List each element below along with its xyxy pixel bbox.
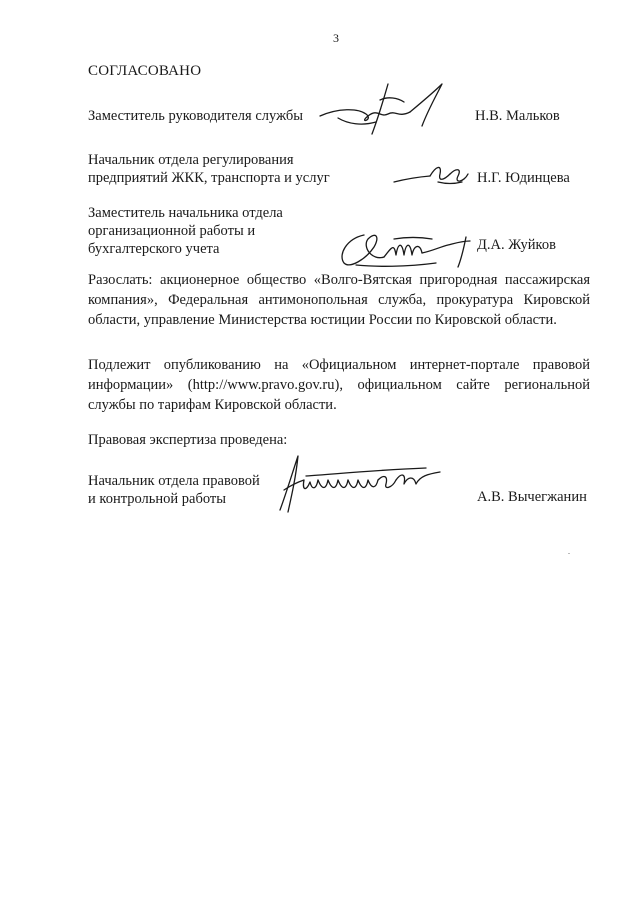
approver-2-signature-icon — [392, 160, 472, 190]
scan-speck — [568, 553, 570, 554]
legal-review-statement: Правовая экспертиза проведена: — [88, 432, 288, 448]
approver-3-position-line-3: бухгалтерского учета — [88, 241, 220, 257]
distribution-line-2: компания», Федеральная антимонопольная служба, прокуратура Кировской — [88, 292, 590, 308]
publication-line-3: службы по тарифам Кировской области. — [88, 397, 337, 413]
approver-1-signature-icon — [318, 78, 468, 138]
legal-reviewer-position — [88, 472, 260, 508]
publication-line-2: информации» (http://www.pravo.gov.ru), официальном сайте региональной — [88, 377, 590, 393]
page-number: 3 — [333, 31, 339, 45]
approver-2-position-line-1: Начальник отдела регулирования — [88, 152, 294, 168]
approver-3-position-line-1: Заместитель начальника отдела — [88, 205, 283, 221]
legal-reviewer-signature-icon — [276, 450, 446, 516]
approval-heading: СОГЛАСОВАНО — [88, 63, 202, 79]
distribution-line-3: области, управление Министерства юстиции России по Кировской области. — [88, 312, 557, 328]
approver-3-signature-icon — [336, 225, 476, 271]
approver-2-position-line-2: предприятий ЖКК, транспорта и услуг — [88, 170, 330, 186]
approver-1-name: Н.В. Мальков — [475, 108, 560, 124]
legal-reviewer-name: А.В. Вычегжанин — [477, 489, 587, 505]
approver-1-position — [88, 107, 303, 125]
approver-2-name: Н.Г. Юдинцева — [477, 170, 570, 186]
approver-1-position-line: Заместитель руководителя службы — [88, 108, 304, 124]
legal-reviewer-position-line-1: Начальник отдела правовой — [88, 473, 260, 489]
publication-line-1: Подлежит опубликованию на «Официальном интернет-портале правовой — [88, 357, 590, 373]
legal-reviewer-position-line-2: и контрольной работы — [88, 491, 226, 507]
approver-2-position — [88, 151, 330, 187]
publication-paragraph — [88, 355, 590, 415]
distribution-line-1: Разослать: акционерное общество «Волго-Вятская пригородная пассажирская — [88, 272, 590, 288]
approver-3-position-line-2: организационной работы и — [88, 223, 256, 239]
approver-3-name: Д.А. Жуйков — [477, 237, 556, 253]
distribution-paragraph — [88, 270, 590, 330]
approver-3-position — [88, 204, 283, 258]
